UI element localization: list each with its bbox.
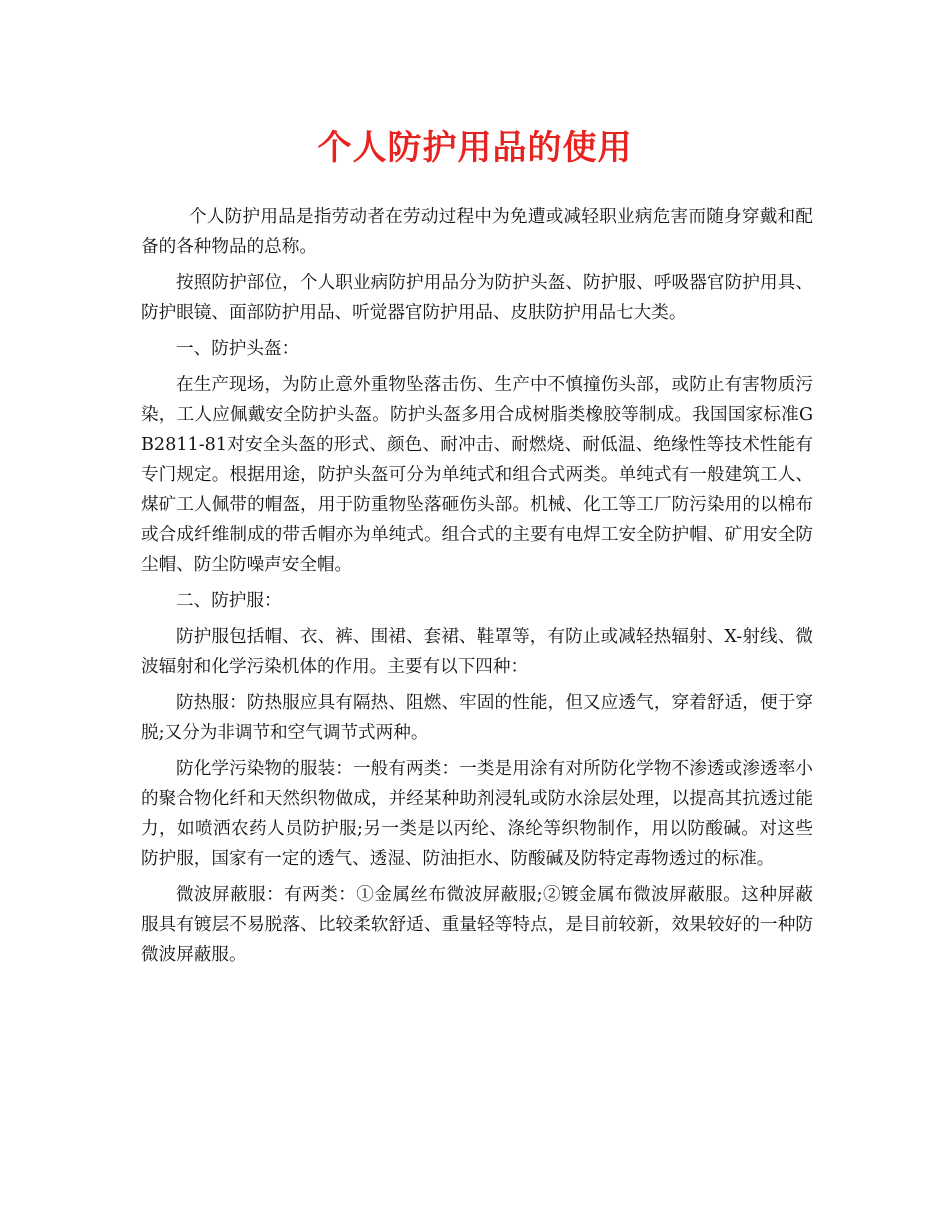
paragraph-microwave-suit: 微波屏蔽服：有两类：①金属丝布微波屏蔽服;②镀金属布微波屏蔽服。这种屏蔽服具有镀层不易脱落、比较柔软舒适、重量轻等特点，是目前较新，效果较好的一种防微波屏蔽服。 [141,885,813,965]
paragraph-heat-suit: 防热服：防热服应具有隔热、阻燃、牢固的性能，但又应透气，穿着舒适，便于穿脱;又分为非调节和空气调节式两种。 [141,693,813,743]
section-heading-helmet: 一、防护头盔： [176,339,300,359]
paragraph-clothing-intro: 防护服包括帽、衣、裤、围裙、套裙、鞋罩等，有防止或减轻热辐射、X-射线、微波辐射和化学污染机体的作用。主要有以下四种： [141,627,813,677]
document-body [141,202,813,970]
section-heading-clothing: 二、防护服： [176,591,282,611]
paragraph-categories: 按照防护部位，个人职业病防护用品分为防护头盔、防护服、呼吸器官防护用具、防护眼镜、面部防护用品、听觉器官防护用品、皮肤防护用品七大类。 [141,273,813,323]
document-title: 个人防护用品的使用 [317,128,633,168]
paragraph-helmet: 在生产现场，为防止意外重物坠落击伤、生产中不慎撞伤头部，或防止有害物质污染，工人应佩戴安全防护头盔。防护头盔多用合成树脂类橡胶等制成。我国国家标准GB2811-81对安全头盔的形式、颜色、耐冲击、耐燃烧、耐低温、绝缘性等技术性能有专门规定。根据用途，防护头盔可分为单纯式和组合式两类。单纯式有一般建筑工人、煤矿工人佩带的帽盔，用于防重物坠落砸伤头部。机械、化工等工厂防污染用的以棉布或合成纤维制成的带舌帽亦为单纯式。组合式的主要有电焊工安全防护帽、矿用安全防尘帽、防尘防噪声安全帽。 [141,375,813,575]
paragraph-chemical-suit: 防化学污染物的服装：一般有两类：一类是用涂有对所防化学物不渗透或渗透率小的聚合物化纤和天然织物做成，并经某种助剂浸轧或防水涂层处理，以提高其抗透过能力，如喷洒农药人员防护服;另一类是以丙纶、涤纶等织物制作，用以防酸碱。对这些防护服，国家有一定的透气、透湿、防油拒水、防酸碱及防特定毒物透过的标准。 [141,759,813,869]
paragraph-definition: 个人防护用品是指劳动者在劳动过程中为免遭或减轻职业病危害而随身穿戴和配备的各种物品的总称。 [141,207,813,257]
